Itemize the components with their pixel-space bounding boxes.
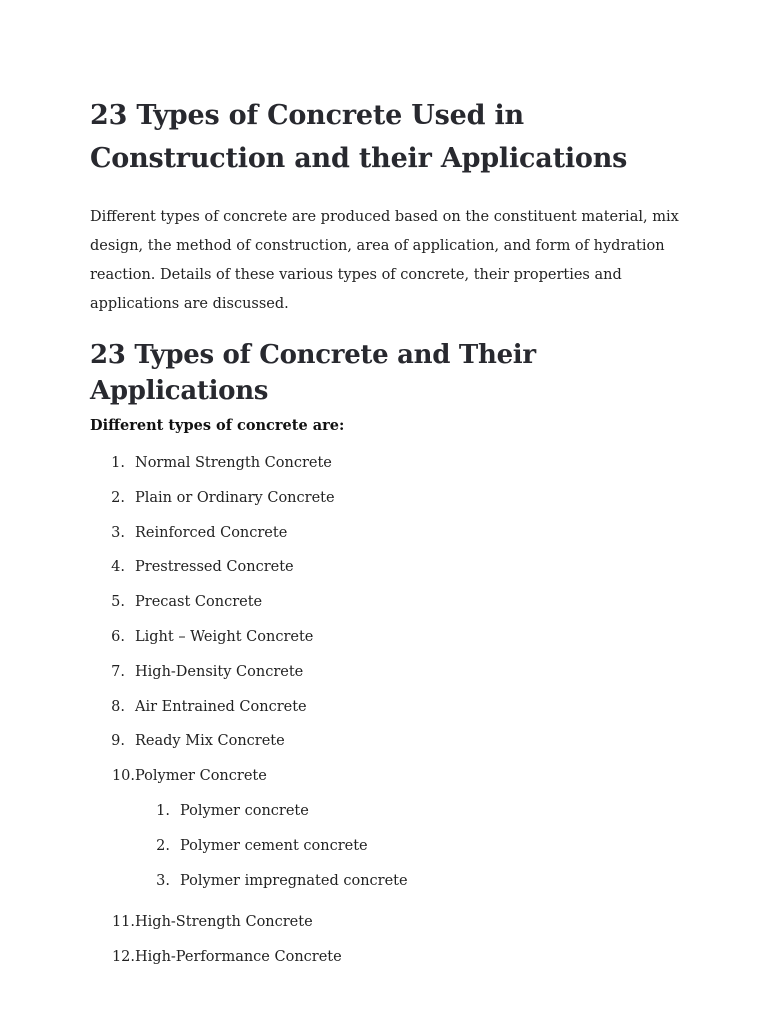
polymer-sublist [90,800,688,899]
list-item-label: Light – Weight Concrete [135,628,314,645]
list-item-number: 5. [111,594,125,611]
list-intro: Different types of concrete are: [90,417,345,434]
sublist-item [90,870,688,892]
list-item-number: 9. [111,733,125,750]
list-item-label: Reinforced Concrete [135,524,288,541]
sublist-item-number: 2. [156,837,170,854]
sublist-item-number: 1. [156,802,170,819]
list-item [90,487,688,509]
intro-paragraph: Different types of concrete are produced based on the constituent material, mix design, the method of construction, area of application, and form of hydration reaction. Details of these various types of concrete, their properties and applications are discussed. [90,209,679,312]
list-item [90,556,688,578]
article-title: 23 Types of Concrete Used in Construction and their Applications [90,100,628,174]
list-item-label: High-Strength Concrete [135,914,313,931]
list-item [90,661,688,683]
sublist-item [90,800,688,822]
sublist-item-label: Polymer impregnated concrete [180,872,408,889]
list-item-label: High-Performance Concrete [135,949,342,966]
sublist-item-label: Polymer concrete [180,802,309,819]
list-item-number: 10. [111,768,135,785]
sublist-item-label: Polymer cement concrete [180,837,368,854]
list-item-number: 4. [111,559,125,576]
list-item-label: Normal Strength Concrete [135,455,332,471]
sublist-item [90,835,688,857]
concrete-types-list [90,452,688,968]
list-item-number: 1. [111,455,125,471]
list-item-number: 3. [111,524,125,541]
list-item-number: 7. [111,663,125,680]
list-item [90,626,688,648]
list-item [90,591,688,613]
list-item-number: 2. [111,489,125,506]
list-item [90,452,688,474]
list-item-label: Precast Concrete [135,594,263,611]
list-item [90,522,688,544]
list-item-label: Air Entrained Concrete [135,698,307,715]
list-item [90,730,688,752]
list-item-number: 8. [111,698,125,715]
sublist-item-number: 3. [156,872,170,889]
section-heading: 23 Types of Concrete and Their Applications [90,340,536,406]
list-item-label: Plain or Ordinary Concrete [135,489,335,506]
list-item-number: 6. [111,628,125,645]
list-item-number: 12. [111,949,135,966]
list-item-label: Polymer Concrete [135,768,267,785]
list-item-number: 11. [111,914,135,931]
list-item [90,946,688,968]
list-item-label: Ready Mix Concrete [135,733,285,750]
list-item-label: Prestressed Concrete [135,559,294,576]
list-item [90,911,688,933]
list-item-label: High-Density Concrete [135,663,304,680]
list-item [90,765,688,898]
list-item [90,696,688,718]
